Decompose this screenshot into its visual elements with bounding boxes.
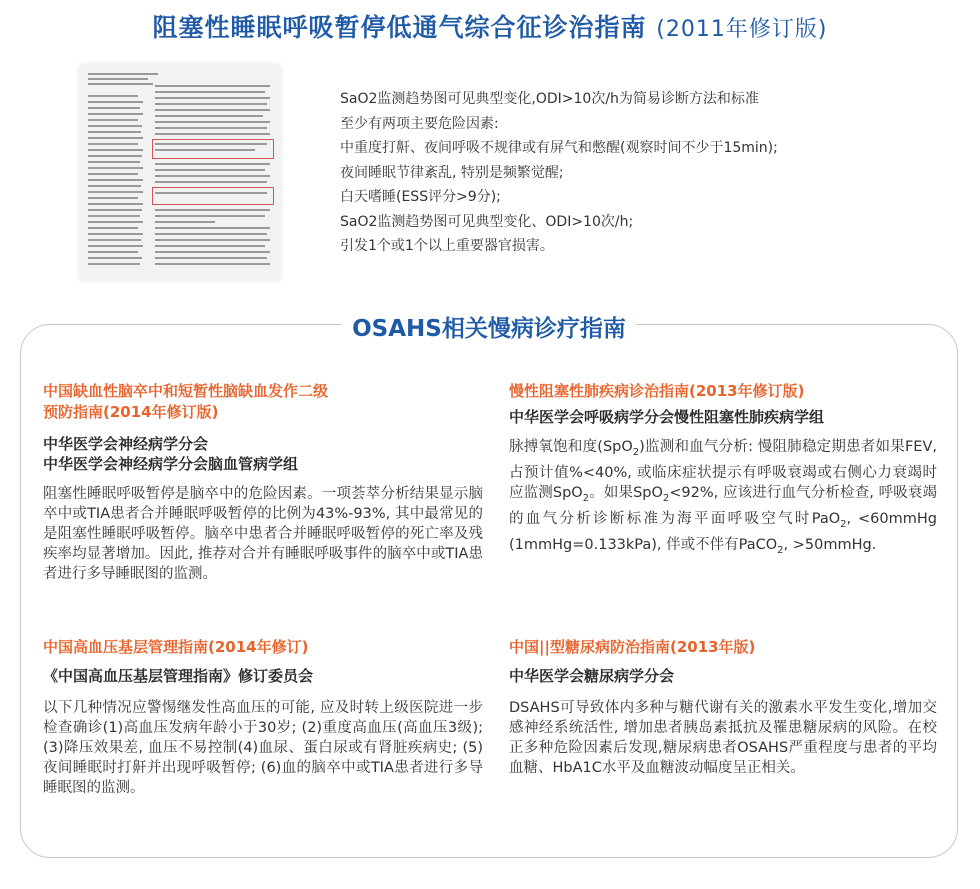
card-organization: 中华医学会呼吸病学分会慢性阻塞性肺疾病学组 [509,408,825,426]
diagnosis-criteria-list [340,87,940,259]
guideline-card-stroke [43,381,483,584]
card-body: DSAHS可导致体内多种与糖代谢有关的激素水平发生变化,增加交感神经系统活性, 增加患者胰岛素抵抗及罹患糖尿病的风险。在校正多种危险因素后发现,糖尿病患者OSAHS严重程度与患者的平均血糖、HbA1C水平及血糖波动幅度呈正相关。 [509,700,937,776]
criteria-line: 中重度打鼾、夜间呼吸不规律或有屏气和憋醒(观察时间不少于15min); [340,140,778,156]
criteria-line: 至少有两项主要危险因素: [340,115,499,132]
criteria-line: SaO2监测趋势图可见典型变化,ODI>10次/h为简易诊断方法和标准 [340,91,759,107]
guideline-card-copd [509,381,937,561]
panel-title: OSAHS相关慢病诊疗指南 [342,310,636,343]
criteria-line: 引发1个或1个以上重要器官损害。 [340,238,554,254]
criteria-line: 夜间睡眠节律紊乱, 特别是频繁觉醒; [340,164,564,181]
card-title: 慢性阻塞性肺疾病诊治指南(2013年修订版) [509,382,805,400]
card-body: 阻塞性睡眠呼吸暂停是脑卒中的危险因素。一项荟萃分析结果显示脑卒中或TIA患者合并睡眠呼吸暂停的比例为43%-93%, 其中最常见的是阻塞性睡眠呼吸暂停。脑卒中患者合并睡眠呼吸暂停的死亡率及残疾率均显著增加。因此, 推荐对合并有睡眠呼吸事件的脑卒中或TIA患者进行多导睡眠图的监测。 [43,486,483,582]
page-title [0,8,980,44]
guideline-edition: (2011年修订版) [656,17,828,42]
card-body: 脉搏氧饱和度(SpO$_2$)监测和血气分析: 慢阻肺稳定期患者如果FEV, 占预计值%<40%, 或临床症状提示有呼吸衰竭或右侧心力衰竭时应监测SpO$_2$。如果SpO$_2$<92%, 应该进行血气分析检查, 呼吸衰竭的血气分析诊断标准为海平面呼吸空气时PaO$_2$, <60mmHg (1mmHg=0.133kPa), 伴或不伴有PaCO$_2$, >50mmHg. [509,439,937,556]
related-guidelines-panel [20,316,958,858]
card-organization: 中华医学会神经病学分会 中华医学会神经病学分会脑血管病学组 [43,435,299,473]
criteria-line: 白天嗜睡(ESS评分>9分); [340,189,501,205]
guideline-document-thumbnail [80,65,280,280]
guideline-title: 阻塞性睡眠呼吸暂停低通气综合征诊治指南 [152,13,647,42]
card-title: 中国||型糖尿病防治指南(2013年版) [509,638,756,656]
card-organization: 《中国高血压基层管理指南》修订委员会 [43,667,314,685]
card-title: 中国缺血性脑卒中和短暂性脑缺血发作二级 预防指南(2014年修订版) [43,382,329,421]
card-body: 以下几种情况应警惕继发性高血压的可能, 应及时转上级医院进一步检查确诊(1)高血压发病年龄小于30岁; (2)重度高血压(高血压3级); (3)降压效果差, 血压不易控制(4)血尿、蛋白尿或有肾脏疾病史; (5)夜间睡眠时打鼾并出现呼吸暂停; (6)血的脑卒中或TIA患者进行多导睡眠图的监测。 [43,700,483,796]
guideline-card-diabetes [509,637,937,778]
card-organization: 中华医学会糖尿病学分会 [509,667,675,685]
card-title: 中国高血压基层管理指南(2014年修订) [43,638,309,656]
guideline-card-hypertension [43,637,483,798]
criteria-line: SaO2监测趋势图可见典型变化、ODI>10次/h; [340,213,634,230]
